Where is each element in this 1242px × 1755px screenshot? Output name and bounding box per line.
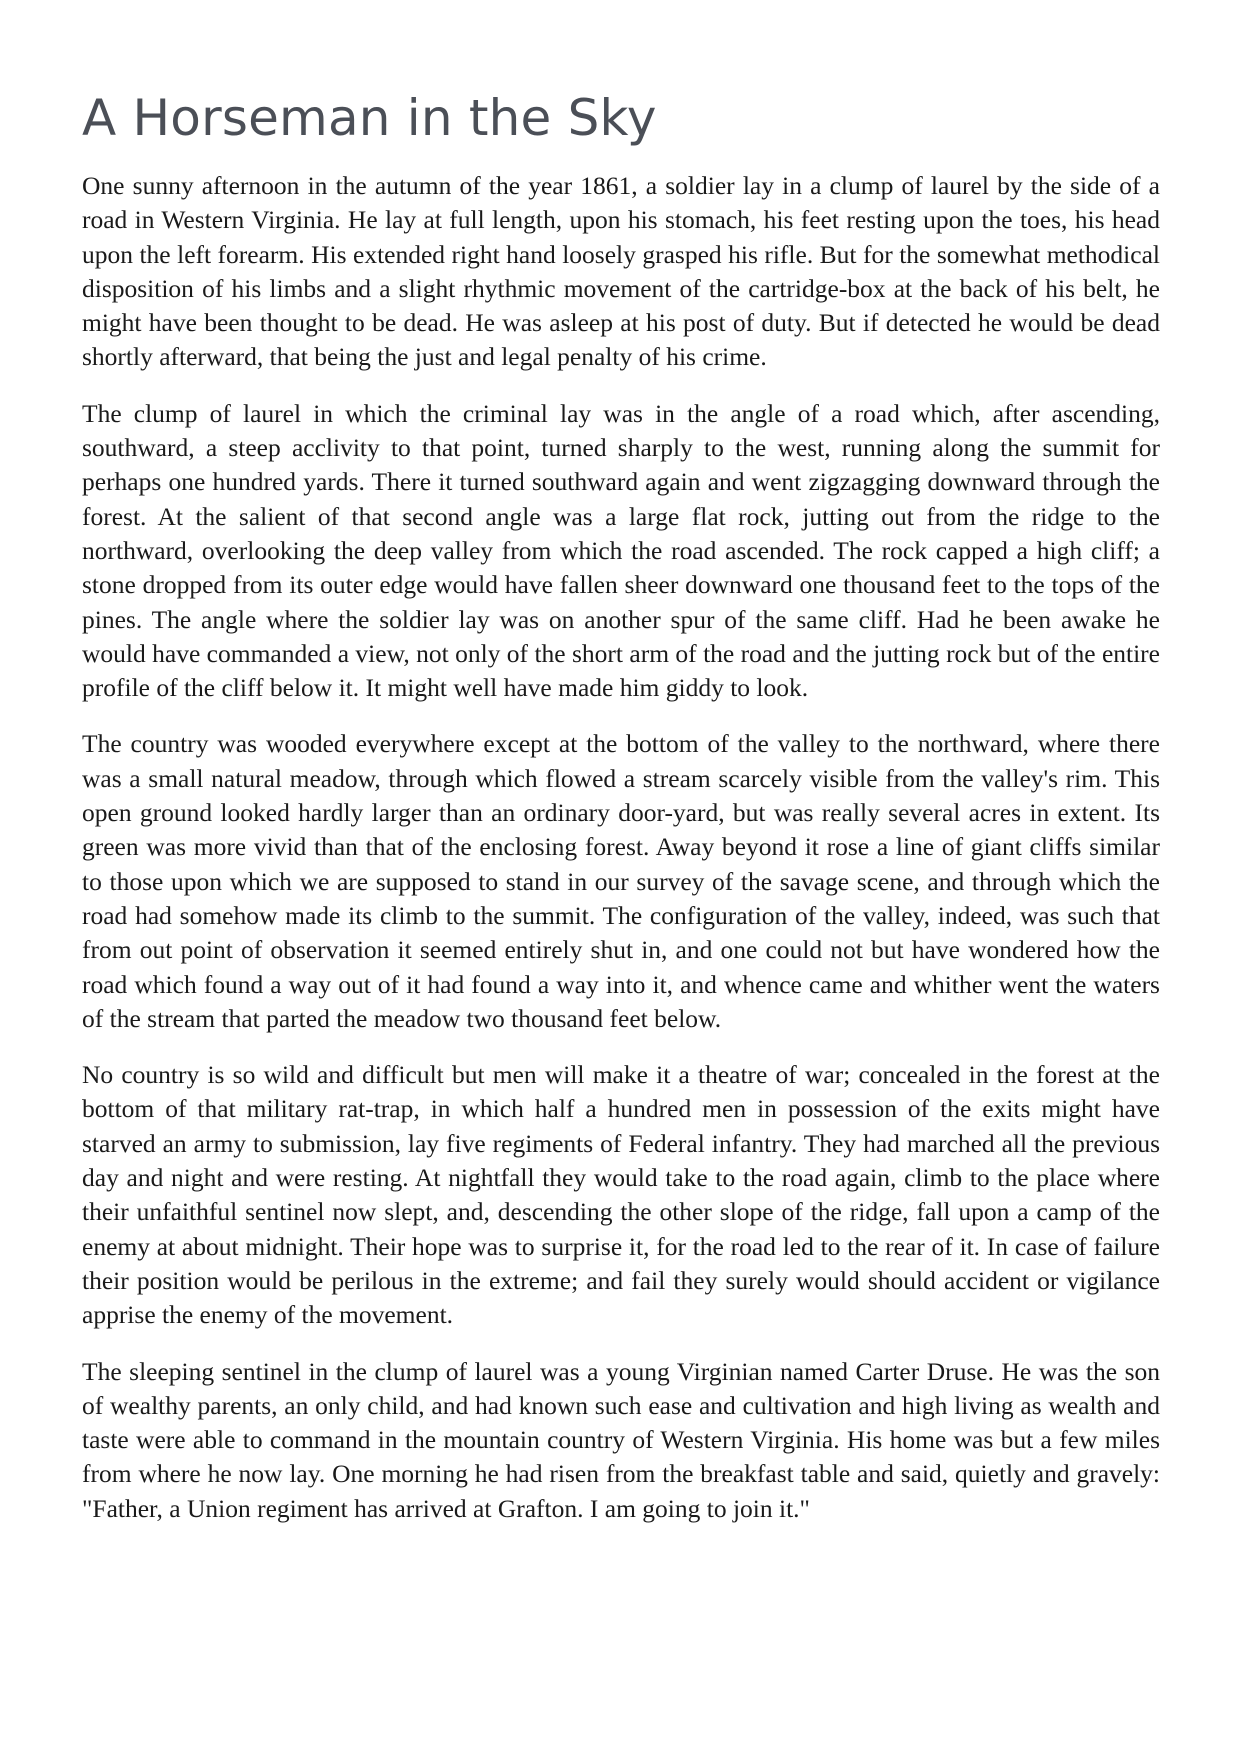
document-page <box>82 88 1160 1548</box>
paragraph-1: One sunny afternoon in the autumn of the year 1861, a soldier lay in a clump of laurel by the side of a road in Western Virginia. He lay at full length, upon his stomach, his feet resting upon the toes, his head upon the left forearm. His extended right hand loosely grasped his rifle. But for the somewhat methodical disposition of his limbs and a slight rhythmic movement of the cartridge-box at the back of his belt, he might have been thought to be dead. He was asleep at his post of duty. But if detected he would be dead shortly afterward, that being the just and legal penalty of his crime. <box>82 171 1160 372</box>
paragraph-3: The country was wooded everywhere except at the bottom of the valley to the northward, where there was a small natural meadow, through which flowed a stream scarcely visible from the valley's rim. This open ground looked hardly larger than an ordinary door-yard, but was really several acres in extent. Its green was more vivid than that of the enclosing forest. Away beyond it rose a line of giant cliffs similar to those upon which we are supposed to stand in our survey of the savage scene, and through which the road had somehow made its climb to the summit. The configuration of the valley, indeed, was such that from out point of observation it seemed entirely shut in, and one could not but have wondered how the road which found a way out of it had found a way into it, and whence came and whither went the waters of the stream that parted the meadow two thousand feet below. <box>82 729 1160 1033</box>
paragraph-4: No country is so wild and difficult but men will make it a theatre of war; concealed in the forest at the bottom of that military rat-trap, in which half a hundred men in possession of the exits might have starved an army to submission, lay five regiments of Federal infantry. They had marched all the previous day and night and were resting. At nightfall they would take to the road again, climb to the place where their unfaithful sentinel now slept, and, descending the other slope of the ridge, fall upon a camp of the enemy at about midnight. Their hope was to surprise it, for the road led to the rear of it. In case of failure their position would be perilous in the extreme; and fail they surely would should accident or vigilance apprise the enemy of the movement. <box>82 1060 1160 1330</box>
paragraph-5: The sleeping sentinel in the clump of laurel was a young Virginian named Carter Druse. He was the son of wealthy parents, an only child, and had known such ease and cultivation and high living as wealth and taste were able to command in the mountain country of Western Virginia. His home was but a few miles from where he now lay. One morning he had risen from the breakfast table and said, quietly and gravely: "Father, a Union regiment has arrived at Grafton. I am going to join it." <box>82 1356 1160 1523</box>
paragraph-2: The clump of laurel in which the criminal lay was in the angle of a road which, after ascending, southward, a steep acclivity to that point, turned sharply to the west, running along the summit for perhaps one hundred yards. There it turned southward again and went zigzagging downward through the forest. At the salient of that second angle was a large flat rock, jutting out from the ridge to the northward, overlooking the deep valley from which the road ascended. The rock capped a high cliff; a stone dropped from its outer edge would have fallen sheer downward one thousand feet to the tops of the pines. The angle where the soldier lay was on another spur of the same cliff. Had he been awake he would have commanded a view, not only of the short arm of the road and the jutting rock but of the entire profile of the cliff below it. It might well have made him giddy to look. <box>82 398 1160 703</box>
page-title: A Horseman in the Sky <box>82 89 657 147</box>
